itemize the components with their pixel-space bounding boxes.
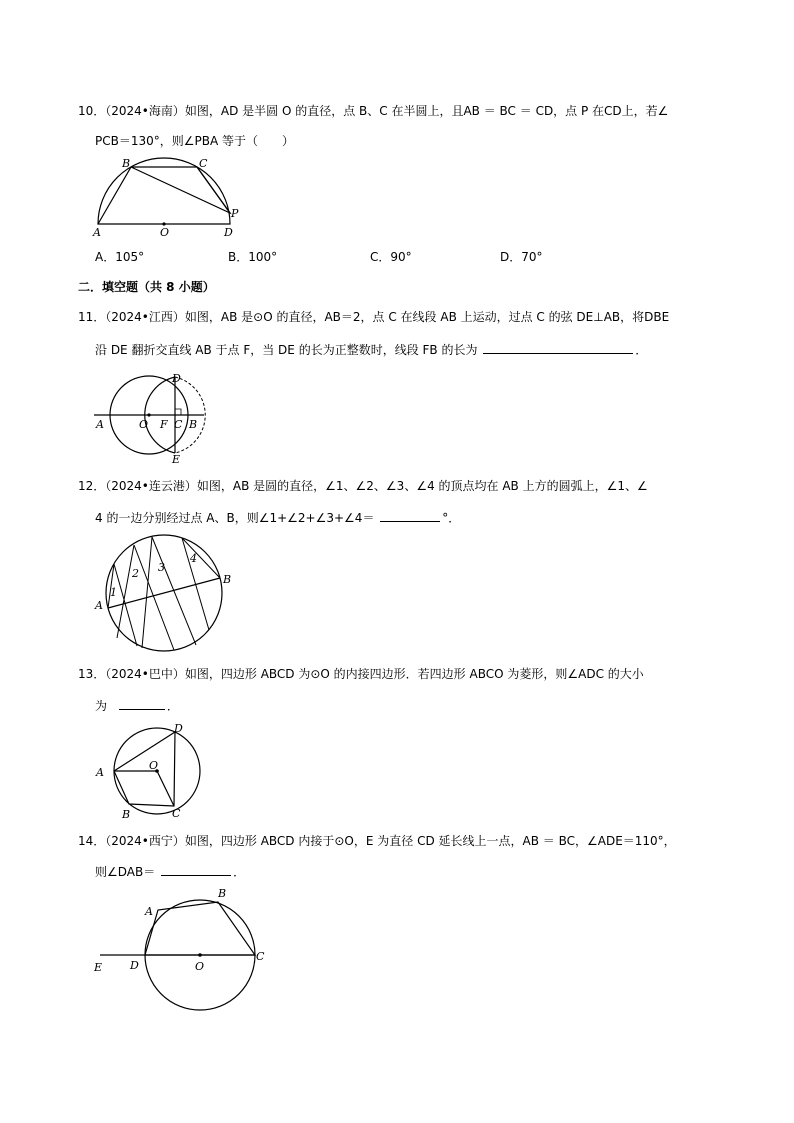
q10-option-c: C．90° [370, 250, 412, 264]
q10-text-line2: PCB＝130°，则∠PBA 等于（ ） [95, 134, 295, 148]
q13-answer-blank[interactable] [119, 697, 165, 710]
q13-text-line1: 13．（2024•巴中）如图，四边形 ABCD 为⊙O 的内接四边形．若四边形 ABCO 为菱形，则∠ADC 的大小 [78, 667, 644, 681]
q11-text-line1: 11．（2024•江西）如图，AB 是⊙O 的直径，AB＝2，点 C 在线段 AB 上运动，过点 C 的弦 DE⊥AB，将DBE [78, 310, 670, 324]
q11-answer-blank[interactable] [483, 341, 633, 354]
q12-label-a: A [95, 599, 103, 612]
q13-label-c: C [172, 807, 181, 820]
q12-angle2-number: 2 [132, 567, 139, 580]
q10-label-o: O [160, 226, 170, 239]
q13-label-o: O [149, 759, 159, 772]
q11-text-line2 [95, 341, 647, 358]
q12-text-line2 [95, 509, 460, 526]
q14-label-b: B [218, 887, 227, 900]
q13-text-line2 [95, 697, 179, 714]
q13-text-line2-content: 为 [95, 699, 108, 713]
q14-figure [90, 880, 270, 1015]
q10-label-d: D [224, 226, 233, 239]
q13-label-b: B [122, 808, 131, 821]
q14-label-c: C [256, 950, 265, 963]
q10-option-a: A．105° [95, 250, 145, 264]
q11-label-o: O [139, 418, 149, 431]
q12-text-line1: 12．（2024•连云港）如图，AB 是圆的直径，∠1、∠2、∠3、∠4 的顶点均在 AB 上方的圆弧上，∠1、∠ [78, 479, 648, 493]
q12-angle1-number: 1 [110, 586, 117, 599]
q11-label-a: A [96, 418, 104, 431]
q12-text-line2-content: 4 的一边分别经过点 A、B，则∠1+∠2+∠3+∠4＝ [95, 511, 375, 525]
section-heading-fill-blank: 二．填空题（共 8 小题） [78, 280, 215, 294]
q10-figure [90, 155, 250, 240]
q10-text-line1: 10．（2024•海南）如图，AD 是半圆 O 的直径，点 B、C 在半圆上，且AB ＝ BC ＝ CD，点 P 在CD上，若∠ [78, 104, 669, 118]
q11-label-f: F [160, 418, 168, 431]
q10-label-b: B [122, 157, 131, 170]
q14-text-line2-content: 则∠DAB＝ [95, 865, 156, 879]
q14-label-d: D [130, 959, 139, 972]
q12-answer-blank[interactable] [380, 509, 440, 522]
q10-label-p: P [231, 207, 239, 220]
q10-option-b: B．100° [228, 250, 278, 264]
q11-label-c: C [174, 418, 183, 431]
q14-text-line2 [95, 863, 245, 880]
q14-label-e: E [94, 961, 103, 974]
q13-label-d: D [174, 722, 183, 735]
q12-label-b: B [223, 573, 232, 586]
q11-label-e: E [172, 453, 181, 466]
q11-figure [92, 370, 212, 465]
q10-option-d: D．70° [500, 250, 543, 264]
q14-label-o: O [195, 960, 205, 973]
q11-label-d: D [172, 372, 181, 385]
q13-label-a: A [96, 766, 104, 779]
q13-figure [92, 720, 222, 822]
q10-label-c: C [199, 157, 208, 170]
q14-text-end: ． [233, 865, 246, 879]
q12-angle3-number: 3 [158, 561, 165, 574]
q11-text-end: ． [635, 343, 648, 357]
q14-answer-blank[interactable] [161, 863, 231, 876]
q12-figure [92, 535, 242, 650]
q12-text-end: °． [442, 511, 461, 525]
q11-text-line2-content: 沿 DE 翻折交直线 AB 于点 F，当 DE 的长为正整数时，线段 FB 的长为 [95, 343, 478, 357]
q14-label-a: A [145, 905, 153, 918]
q10-label-a: A [93, 226, 101, 239]
q12-angle4-number: 4 [190, 552, 197, 565]
q13-text-end: ． [166, 699, 179, 713]
q14-text-line1: 14．（2024•西宁）如图，四边形 ABCD 内接于⊙O，E 为直径 CD 延长线上一点，AB ＝ BC，∠ADE＝110°， [78, 834, 676, 848]
q11-label-b: B [189, 418, 198, 431]
